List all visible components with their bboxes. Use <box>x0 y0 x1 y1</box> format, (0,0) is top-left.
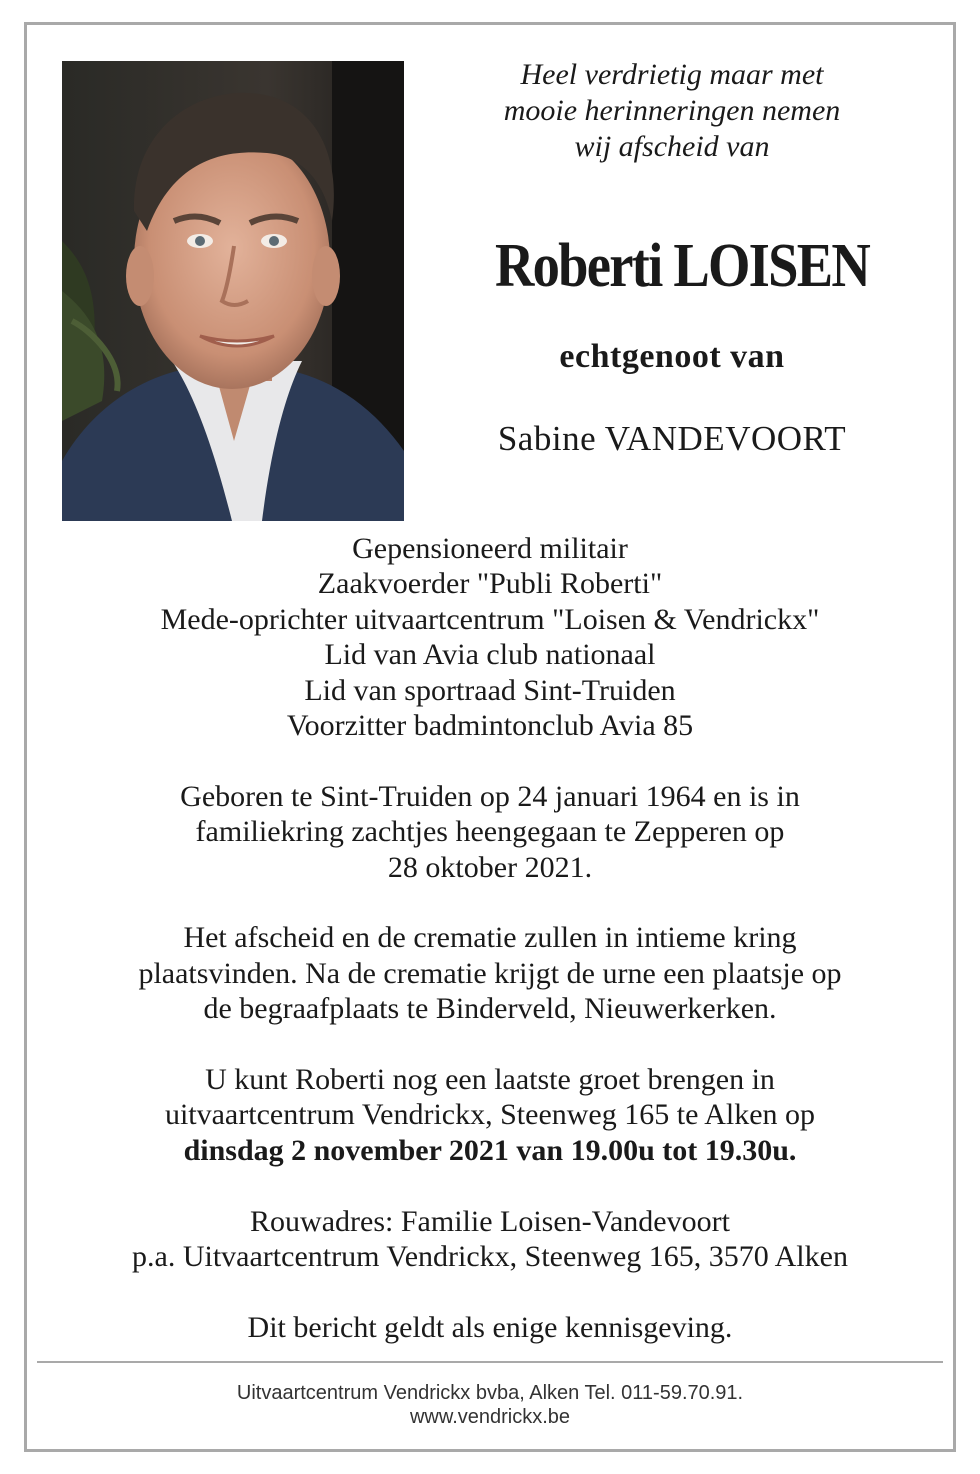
intro-text <box>447 57 897 165</box>
address-line: Rouwadres: Familie Loisen-Vandevoort <box>250 1204 730 1238</box>
role-line: Voorzitter badmintonclub Avia 85 <box>286 709 694 743</box>
spacer <box>47 1274 933 1309</box>
birth-death-line: familiekring zachtjes heengegaan te Zepperen op <box>195 815 785 849</box>
intro-line: Heel verdrietig maar met <box>520 58 824 91</box>
role-line: Zaakvoerder "Publi Roberti" <box>317 567 663 601</box>
spacer <box>47 885 933 920</box>
ceremony-line: de begraafplaats te Binderveld, Nieuwerkerken. <box>203 992 777 1026</box>
footer <box>37 1381 943 1429</box>
role-line: Lid van Avia club nationaal <box>324 638 656 672</box>
partner-name: Sabine VANDEVOORT <box>497 419 847 458</box>
birth-death-line: Geboren te Sint-Truiden op 24 januari 1964 en is in <box>180 779 800 813</box>
visitation-line: uitvaartcentrum Vendrickx, Steenweg 165 te Alken op <box>164 1098 816 1132</box>
deceased-name: Roberti LOISEN <box>495 232 869 300</box>
obituary-body <box>47 531 933 1345</box>
footer-website: www.vendrickx.be <box>409 1406 571 1428</box>
footer-divider <box>37 1361 943 1363</box>
spacer <box>47 1168 933 1203</box>
intro-line: wij afscheid van <box>574 130 770 163</box>
visitation-line: U kunt Roberti nog een laatste groet brengen in <box>205 1063 775 1097</box>
spacer <box>47 743 933 778</box>
role-line: Gepensioneerd militair <box>352 532 628 565</box>
visitation-date-time: dinsdag 2 november 2021 van 19.00u tot 19.30u. <box>183 1133 797 1167</box>
obituary-card <box>24 22 956 1452</box>
role-line: Lid van sportraad Sint-Truiden <box>304 673 676 707</box>
portrait-photo <box>62 61 404 521</box>
birth-death-line: 28 oktober 2021. <box>387 850 593 884</box>
footer-company: Uitvaartcentrum Vendrickx bvba, Alken Tel. 011-59.70.91. <box>236 1382 744 1404</box>
address-line: p.a. Uitvaartcentrum Vendrickx, Steenweg 165, 3570 Alken <box>132 1240 848 1274</box>
role-line: Mede-oprichter uitvaartcentrum "Loisen & Vendrickx" <box>160 602 820 636</box>
relation-text: echtgenoot van <box>559 338 785 375</box>
ceremony-line: Het afscheid en de crematie zullen in intieme kring <box>183 921 797 955</box>
notice-text: Dit bericht geldt als enige kennisgeving. <box>247 1310 733 1344</box>
intro-line: mooie herinneringen nemen <box>503 94 841 127</box>
ceremony-line: plaatsvinden. Na de crematie krijgt de urne een plaatsje op <box>138 956 842 990</box>
spacer <box>47 1027 933 1062</box>
